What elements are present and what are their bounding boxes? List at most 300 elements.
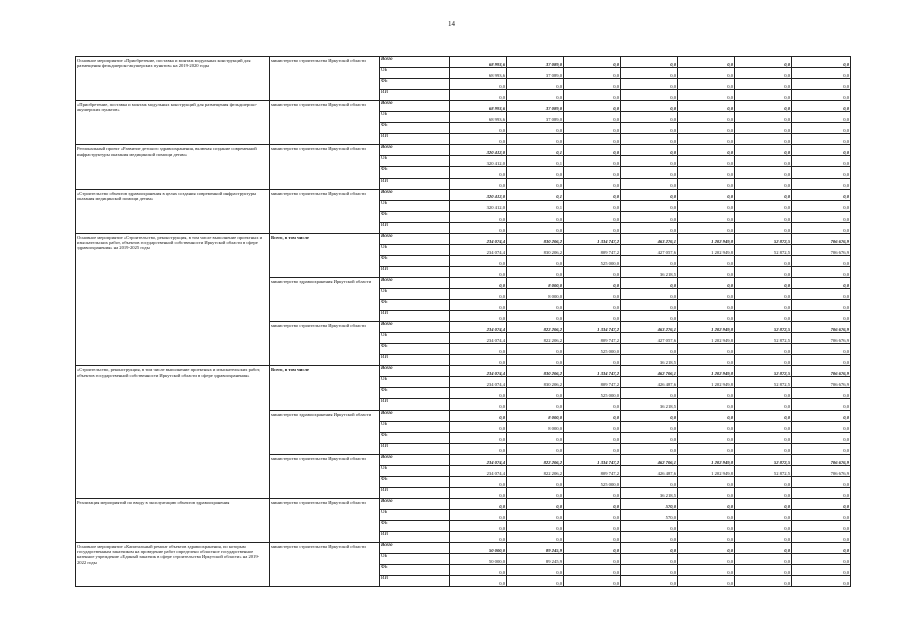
amount-cell: 0,0 xyxy=(792,134,851,145)
amount-cell: 0,0 xyxy=(792,311,851,322)
amount-cell: 0,0 xyxy=(450,211,507,222)
amount-cell: 0,0 xyxy=(450,222,507,233)
measure-name: «Строительство, реконструкция, в том числе выполнение проектных и изыскательских работ, объектов государственной собственности Иркутской области в сфере здравоохранения» xyxy=(76,366,270,499)
amount-cell: 0,0 xyxy=(450,476,507,487)
responsible-executor: министерство строительства Иркутской области xyxy=(270,189,380,233)
amount-cell: 234 074,4 xyxy=(450,233,507,244)
amount-cell: 0,0 xyxy=(507,487,564,498)
amount-cell: 0,0 xyxy=(450,123,507,134)
amount-cell: 0,0 xyxy=(735,79,792,90)
amount-cell: 809 747,2 xyxy=(564,244,621,255)
amount-cell: 525 000,0 xyxy=(564,476,621,487)
amount-cell: 0,0 xyxy=(564,211,621,222)
funding-source: ОБ xyxy=(380,333,450,344)
amount-cell: 1 334 747,2 xyxy=(564,454,621,465)
amount-cell: 0,0 xyxy=(792,222,851,233)
amount-cell: 706 676,9 xyxy=(792,244,851,255)
amount-cell: 0,0 xyxy=(735,57,792,68)
amount-cell: 68 993,6 xyxy=(450,68,507,79)
amount-cell: 0,0 xyxy=(792,288,851,299)
measure-name: Региональный проект «Развитие детского здравоохранения, включая создание современной инфраструктуры оказания медицинской помощи детям» xyxy=(76,145,270,189)
amount-cell: 0,0 xyxy=(735,134,792,145)
amount-cell: 0,0 xyxy=(450,300,507,311)
amount-cell: 68 993,6 xyxy=(450,57,507,68)
amount-cell: 0,0 xyxy=(507,509,564,520)
amount-cell: 0,0 xyxy=(678,311,735,322)
amount-cell: 570,0 xyxy=(621,498,678,509)
amount-cell: 234 074,4 xyxy=(450,454,507,465)
amount-cell: 1 334 747,2 xyxy=(564,366,621,377)
amount-cell: 0,0 xyxy=(792,211,851,222)
funding-source: Всего xyxy=(380,57,450,68)
responsible-executor: Всего, в том числе xyxy=(270,233,380,277)
amount-cell: 0,0 xyxy=(678,156,735,167)
amount-cell: 822 206,2 xyxy=(507,454,564,465)
amount-cell: 0,0 xyxy=(792,112,851,123)
amount-cell: 0,0 xyxy=(735,300,792,311)
amount-cell: 0,0 xyxy=(507,167,564,178)
amount-cell: 52 872,5 xyxy=(735,244,792,255)
amount-cell: 0,0 xyxy=(735,576,792,587)
table-row xyxy=(76,233,851,244)
amount-cell: 0,0 xyxy=(621,200,678,211)
amount-cell: 0,0 xyxy=(735,222,792,233)
amount-cell: 0,0 xyxy=(450,79,507,90)
funding-source: ФБ xyxy=(380,255,450,266)
amount-cell: 0,0 xyxy=(678,101,735,112)
amount-cell: 0,0 xyxy=(564,57,621,68)
measure-name: Реализация мероприятий по вводу в эксплуатацию объектов здравоохранения xyxy=(76,498,270,542)
amount-cell: 463 276,1 xyxy=(621,233,678,244)
funding-source: ИИ xyxy=(380,487,450,498)
amount-cell: 0,0 xyxy=(450,443,507,454)
amount-cell: 0,0 xyxy=(564,112,621,123)
amount-cell: 0,0 xyxy=(507,388,564,399)
amount-cell: 0,0 xyxy=(792,554,851,565)
amount-cell: 462 706,1 xyxy=(621,366,678,377)
funding-source: ИИ xyxy=(380,134,450,145)
amount-cell: 89 245,9 xyxy=(507,543,564,554)
responsible-executor: министерство строительства Иркутской области xyxy=(270,101,380,145)
amount-cell: 0,0 xyxy=(564,576,621,587)
amount-cell: 1 202 949,8 xyxy=(678,366,735,377)
amount-cell: 50 000,0 xyxy=(450,554,507,565)
amount-cell: 0,0 xyxy=(450,498,507,509)
amount-cell: 0,1 xyxy=(507,156,564,167)
amount-cell: 706 676,9 xyxy=(792,322,851,333)
amount-cell: 0,0 xyxy=(678,498,735,509)
funding-source: ОБ xyxy=(380,465,450,476)
amount-cell: 0,0 xyxy=(564,311,621,322)
amount-cell: 0,0 xyxy=(792,200,851,211)
amount-cell: 0,0 xyxy=(507,565,564,576)
amount-cell: 0,0 xyxy=(621,300,678,311)
amount-cell: 427 057,6 xyxy=(621,244,678,255)
amount-cell: 525 000,0 xyxy=(564,344,621,355)
amount-cell: 0,0 xyxy=(678,57,735,68)
measure-name: Основное мероприятие «Строительство, реконструкция, в том числе выполнение проектных и изыскательских работ, объектов государственной собственности Иркутской области в сфере здравоохранения» на 2019-2025 годы xyxy=(76,233,270,366)
amount-cell: 0,0 xyxy=(792,266,851,277)
amount-cell: 809 747,2 xyxy=(564,333,621,344)
amount-cell: 0,0 xyxy=(678,410,735,421)
amount-cell: 0,0 xyxy=(564,167,621,178)
amount-cell: 52 872,5 xyxy=(735,366,792,377)
amount-cell: 0,0 xyxy=(792,509,851,520)
measure-name: Основное мероприятие «Приобретение, поставка и монтаж модульных конструкций для размещения фельдшерско-акушерских пунктов» на 2019-2020 годы xyxy=(76,57,270,101)
amount-cell: 0,0 xyxy=(450,178,507,189)
amount-cell: 0,0 xyxy=(507,255,564,266)
amount-cell: 0,0 xyxy=(564,189,621,200)
funding-source: Всего xyxy=(380,454,450,465)
amount-cell: 0,0 xyxy=(507,300,564,311)
amount-cell: 0,0 xyxy=(564,134,621,145)
amount-cell: 0,0 xyxy=(792,532,851,543)
amount-cell: 822 206,2 xyxy=(507,333,564,344)
amount-cell: 0,0 xyxy=(678,300,735,311)
amount-cell: 0,0 xyxy=(792,57,851,68)
amount-cell: 0,0 xyxy=(735,399,792,410)
amount-cell: 0,0 xyxy=(564,101,621,112)
amount-cell: 0,0 xyxy=(678,399,735,410)
amount-cell: 36 218,5 xyxy=(621,266,678,277)
funding-source: ФБ xyxy=(380,123,450,134)
amount-cell: 0,0 xyxy=(450,90,507,101)
amount-cell: 0,0 xyxy=(621,554,678,565)
amount-cell: 0,0 xyxy=(564,509,621,520)
amount-cell: 8 000,0 xyxy=(507,421,564,432)
amount-cell: 0,0 xyxy=(564,532,621,543)
amount-cell: 0,0 xyxy=(507,520,564,531)
amount-cell: 0,0 xyxy=(735,520,792,531)
amount-cell: 0,0 xyxy=(678,167,735,178)
amount-cell: 0,0 xyxy=(621,565,678,576)
amount-cell: 809 747,2 xyxy=(564,377,621,388)
amount-cell: 0,0 xyxy=(678,476,735,487)
amount-cell: 0,0 xyxy=(450,487,507,498)
funding-source: ФБ xyxy=(380,520,450,531)
amount-cell: 830 206,2 xyxy=(507,244,564,255)
amount-cell: 0,0 xyxy=(678,543,735,554)
amount-cell: 0,0 xyxy=(621,532,678,543)
amount-cell: 0,0 xyxy=(735,167,792,178)
amount-cell: 0,0 xyxy=(792,277,851,288)
amount-cell: 822 206,2 xyxy=(507,322,564,333)
amount-cell: 0,0 xyxy=(792,399,851,410)
amount-cell: 0,0 xyxy=(678,255,735,266)
amount-cell: 0,0 xyxy=(564,266,621,277)
amount-cell: 706 676,9 xyxy=(792,465,851,476)
amount-cell: 0,0 xyxy=(564,520,621,531)
amount-cell: 0,0 xyxy=(678,277,735,288)
amount-cell: 0,0 xyxy=(507,498,564,509)
amount-cell: 0,0 xyxy=(735,432,792,443)
amount-cell: 0,0 xyxy=(735,90,792,101)
amount-cell: 0,0 xyxy=(621,222,678,233)
amount-cell: 0,0 xyxy=(621,576,678,587)
amount-cell: 0,0 xyxy=(792,576,851,587)
amount-cell: 0,0 xyxy=(450,576,507,587)
amount-cell: 0,1 xyxy=(507,200,564,211)
page-number: 14 xyxy=(448,20,455,28)
amount-cell: 0,0 xyxy=(564,288,621,299)
amount-cell: 1 202 949,8 xyxy=(678,377,735,388)
amount-cell: 234 074,4 xyxy=(450,322,507,333)
table-row xyxy=(76,543,851,554)
amount-cell: 0,0 xyxy=(735,344,792,355)
amount-cell: 0,0 xyxy=(564,543,621,554)
amount-cell: 0,0 xyxy=(735,277,792,288)
amount-cell: 830 206,2 xyxy=(507,366,564,377)
amount-cell: 0,0 xyxy=(792,156,851,167)
amount-cell: 8 000,0 xyxy=(507,288,564,299)
amount-cell: 234 074,4 xyxy=(450,333,507,344)
amount-cell: 0,0 xyxy=(507,432,564,443)
responsible-executor: министерство строительства Иркутской области xyxy=(270,454,380,498)
amount-cell: 0,0 xyxy=(621,421,678,432)
amount-cell: 0,0 xyxy=(621,344,678,355)
amount-cell: 0,0 xyxy=(735,311,792,322)
amount-cell: 52 872,5 xyxy=(735,233,792,244)
amount-cell: 0,0 xyxy=(564,554,621,565)
amount-cell: 0,0 xyxy=(678,576,735,587)
amount-cell: 0,0 xyxy=(735,498,792,509)
amount-cell: 0,0 xyxy=(621,68,678,79)
table-row xyxy=(76,101,851,112)
amount-cell: 0,0 xyxy=(678,532,735,543)
amount-cell: 37 089,0 xyxy=(507,68,564,79)
amount-cell: 52 872,5 xyxy=(735,322,792,333)
amount-cell: 0,0 xyxy=(792,421,851,432)
amount-cell: 809 747,2 xyxy=(564,465,621,476)
amount-cell: 463 276,1 xyxy=(621,322,678,333)
amount-cell: 0,0 xyxy=(678,79,735,90)
amount-cell: 320 412,0 xyxy=(450,189,507,200)
amount-cell: 0,0 xyxy=(621,288,678,299)
amount-cell: 0,0 xyxy=(564,79,621,90)
amount-cell: 0,0 xyxy=(678,112,735,123)
amount-cell: 0,0 xyxy=(678,520,735,531)
amount-cell: 0,0 xyxy=(792,68,851,79)
amount-cell: 0,0 xyxy=(678,509,735,520)
amount-cell: 0,0 xyxy=(678,189,735,200)
table-row xyxy=(76,366,851,377)
amount-cell: 0,0 xyxy=(564,410,621,421)
amount-cell: 706 676,9 xyxy=(792,366,851,377)
amount-cell: 830 206,2 xyxy=(507,233,564,244)
amount-cell: 0,0 xyxy=(792,90,851,101)
amount-cell: 0,0 xyxy=(678,421,735,432)
funding-source: ОБ xyxy=(380,244,450,255)
amount-cell: 0,0 xyxy=(735,255,792,266)
amount-cell: 0,0 xyxy=(450,288,507,299)
amount-cell: 0,0 xyxy=(792,520,851,531)
funding-source: ФБ xyxy=(380,476,450,487)
funding-source: ОБ xyxy=(380,200,450,211)
amount-cell: 0,0 xyxy=(507,222,564,233)
amount-cell: 0,0 xyxy=(735,123,792,134)
amount-cell: 0,0 xyxy=(735,189,792,200)
funding-source: ИИ xyxy=(380,178,450,189)
amount-cell: 0,0 xyxy=(564,145,621,156)
amount-cell: 0,0 xyxy=(621,311,678,322)
amount-cell: 0,0 xyxy=(678,388,735,399)
funding-source: ФБ xyxy=(380,344,450,355)
amount-cell: 0,0 xyxy=(507,123,564,134)
amount-cell: 525 000,0 xyxy=(564,255,621,266)
amount-cell: 0,0 xyxy=(792,101,851,112)
amount-cell: 822 206,2 xyxy=(507,465,564,476)
amount-cell: 0,0 xyxy=(507,344,564,355)
funding-source: ИИ xyxy=(380,399,450,410)
amount-cell: 0,0 xyxy=(507,178,564,189)
amount-cell: 0,0 xyxy=(678,200,735,211)
amount-cell: 0,0 xyxy=(621,178,678,189)
amount-cell: 0,0 xyxy=(621,156,678,167)
funding-source: ФБ xyxy=(380,79,450,90)
amount-cell: 0,0 xyxy=(678,222,735,233)
amount-cell: 0,1 xyxy=(507,145,564,156)
amount-cell: 320 412,0 xyxy=(450,200,507,211)
amount-cell: 0,0 xyxy=(621,134,678,145)
funding-source: ФБ xyxy=(380,388,450,399)
amount-cell: 426 487,6 xyxy=(621,465,678,476)
amount-cell: 0,0 xyxy=(735,68,792,79)
amount-cell: 462 706,1 xyxy=(621,454,678,465)
funding-source: Всего xyxy=(380,543,450,554)
amount-cell: 52 872,5 xyxy=(735,333,792,344)
funding-source: Всего xyxy=(380,277,450,288)
amount-cell: 0,0 xyxy=(564,123,621,134)
amount-cell: 0,0 xyxy=(621,90,678,101)
amount-cell: 0,0 xyxy=(621,443,678,454)
amount-cell: 320 412,0 xyxy=(450,145,507,156)
amount-cell: 0,0 xyxy=(450,388,507,399)
amount-cell: 0,0 xyxy=(621,388,678,399)
amount-cell: 1 202 949,8 xyxy=(678,465,735,476)
amount-cell: 1 334 747,2 xyxy=(564,233,621,244)
table-row xyxy=(76,145,851,156)
amount-cell: 0,0 xyxy=(564,355,621,366)
amount-cell: 0,0 xyxy=(792,167,851,178)
amount-cell: 89 245,9 xyxy=(507,554,564,565)
amount-cell: 0,0 xyxy=(450,355,507,366)
funding-source: ОБ xyxy=(380,509,450,520)
amount-cell: 234 074,4 xyxy=(450,377,507,388)
funding-source: Всего xyxy=(380,498,450,509)
amount-cell: 0,0 xyxy=(792,443,851,454)
amount-cell: 0,0 xyxy=(564,156,621,167)
amount-cell: 0,0 xyxy=(507,79,564,90)
amount-cell: 8 000,0 xyxy=(507,410,564,421)
amount-cell: 0,0 xyxy=(735,443,792,454)
funding-source: ИИ xyxy=(380,576,450,587)
funding-source: ОБ xyxy=(380,112,450,123)
amount-cell: 52 872,5 xyxy=(735,377,792,388)
amount-cell: 0,0 xyxy=(507,134,564,145)
amount-cell: 234 074,4 xyxy=(450,244,507,255)
amount-cell: 0,0 xyxy=(735,543,792,554)
responsible-executor: министерство строительства Иркутской области xyxy=(270,57,380,101)
amount-cell: 0,0 xyxy=(450,410,507,421)
measure-name: «Строительство объектов здравоохранения в целях создания современной инфраструктуры оказания медицинской помощи детям» xyxy=(76,189,270,233)
amount-cell: 0,0 xyxy=(450,532,507,543)
amount-cell: 0,0 xyxy=(735,211,792,222)
amount-cell: 0,0 xyxy=(735,200,792,211)
amount-cell: 68 993,6 xyxy=(450,101,507,112)
amount-cell: 0,0 xyxy=(621,101,678,112)
amount-cell: 0,0 xyxy=(735,565,792,576)
amount-cell: 37 089,0 xyxy=(507,112,564,123)
funding-source: ИИ xyxy=(380,443,450,454)
amount-cell: 0,0 xyxy=(792,355,851,366)
table-row xyxy=(76,57,851,68)
amount-cell: 0,0 xyxy=(564,498,621,509)
amount-cell: 0,0 xyxy=(792,543,851,554)
amount-cell: 0,0 xyxy=(507,266,564,277)
amount-cell: 0,0 xyxy=(792,476,851,487)
amount-cell: 0,0 xyxy=(735,509,792,520)
amount-cell: 0,0 xyxy=(678,211,735,222)
amount-cell: 0,1 xyxy=(507,189,564,200)
amount-cell: 0,0 xyxy=(735,421,792,432)
amount-cell: 0,0 xyxy=(621,79,678,90)
amount-cell: 0,0 xyxy=(564,222,621,233)
funding-source: ОБ xyxy=(380,554,450,565)
amount-cell: 0,0 xyxy=(678,90,735,101)
amount-cell: 0,0 xyxy=(564,432,621,443)
amount-cell: 0,0 xyxy=(564,300,621,311)
responsible-executor: министерство здравоохранения Иркутской области xyxy=(270,277,380,321)
amount-cell: 0,0 xyxy=(678,68,735,79)
amount-cell: 1 202 949,8 xyxy=(678,333,735,344)
amount-cell: 0,0 xyxy=(507,476,564,487)
amount-cell: 0,0 xyxy=(564,487,621,498)
amount-cell: 0,0 xyxy=(735,101,792,112)
amount-cell: 0,0 xyxy=(507,90,564,101)
amount-cell: 36 218,5 xyxy=(621,399,678,410)
amount-cell: 0,0 xyxy=(678,554,735,565)
responsible-executor: министерство здравоохранения Иркутской области xyxy=(270,410,380,454)
funding-source: ОБ xyxy=(380,288,450,299)
amount-cell: 0,0 xyxy=(450,277,507,288)
amount-cell: 0,0 xyxy=(564,399,621,410)
responsible-executor: Всего, в том числе xyxy=(270,366,380,410)
amount-cell: 0,0 xyxy=(564,200,621,211)
amount-cell: 1 202 949,8 xyxy=(678,322,735,333)
amount-cell: 706 676,9 xyxy=(792,377,851,388)
amount-cell: 320 412,0 xyxy=(450,156,507,167)
funding-source: ИИ xyxy=(380,355,450,366)
amount-cell: 0,0 xyxy=(450,344,507,355)
amount-cell: 0,0 xyxy=(450,134,507,145)
funding-source: ОБ xyxy=(380,421,450,432)
amount-cell: 0,0 xyxy=(621,543,678,554)
amount-cell: 0,0 xyxy=(678,288,735,299)
funding-source: ОБ xyxy=(380,156,450,167)
funding-source: ИИ xyxy=(380,90,450,101)
amount-cell: 830 206,2 xyxy=(507,377,564,388)
amount-cell: 0,0 xyxy=(792,189,851,200)
amount-cell: 0,0 xyxy=(564,443,621,454)
amount-cell: 0,0 xyxy=(735,487,792,498)
amount-cell: 37 089,0 xyxy=(507,57,564,68)
responsible-executor: министерство строительства Иркутской области xyxy=(270,498,380,542)
amount-cell: 1 202 949,8 xyxy=(678,233,735,244)
amount-cell: 0,0 xyxy=(735,355,792,366)
amount-cell: 0,0 xyxy=(621,255,678,266)
funding-source: Всего xyxy=(380,233,450,244)
amount-cell: 0,0 xyxy=(621,189,678,200)
